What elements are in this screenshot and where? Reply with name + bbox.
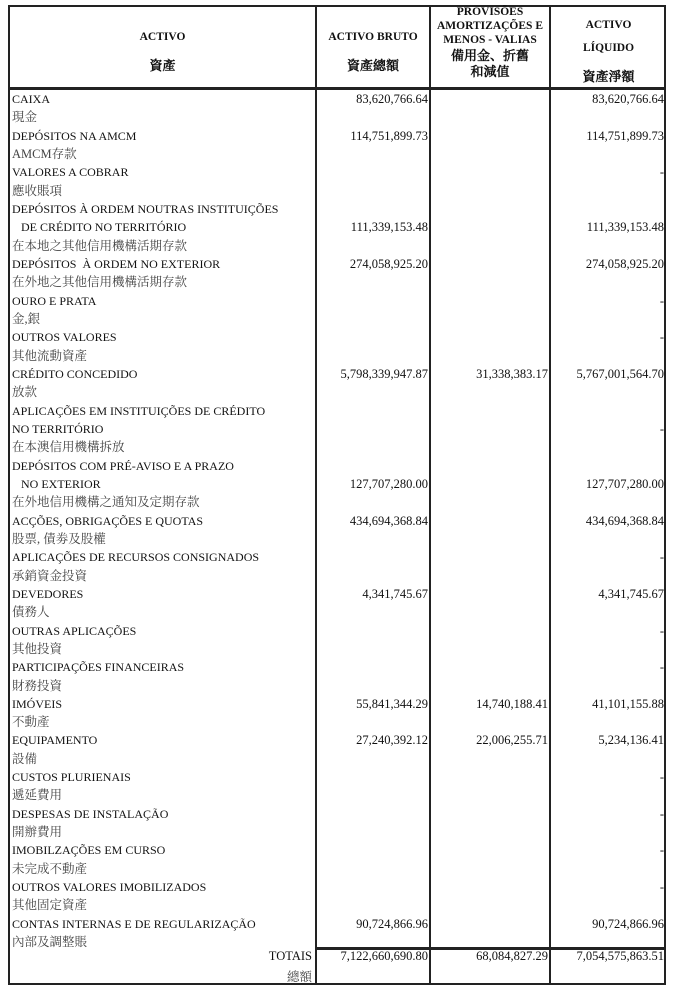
row-line	[10, 530, 664, 548]
row-line	[10, 512, 664, 530]
totals-bruto: 7,122,660,690.80	[340, 949, 428, 963]
table-body	[10, 90, 664, 951]
value-liquido: -	[659, 843, 664, 858]
table-row	[10, 915, 664, 952]
item-label-zh: 不動產	[12, 715, 50, 730]
item-label-pt: APLICAÇÕES EM INSTITUIÇÕES DE CRÉDITO	[12, 403, 266, 418]
value-bruto: 90,724,866.96	[356, 916, 428, 931]
value-liquido: -	[659, 806, 664, 821]
value-provisoes: 22,006,255.71	[476, 733, 548, 748]
value-provisoes: 31,338,383.17	[476, 366, 548, 381]
table-row	[10, 878, 664, 915]
table-row	[10, 328, 664, 365]
value-liquido: -	[659, 421, 664, 436]
row-line	[10, 200, 664, 218]
value-bruto: 83,620,766.64	[356, 92, 428, 106]
item-label-pt: IMOBILZAÇÕES EM CURSO	[12, 843, 166, 858]
row-line	[10, 493, 664, 511]
row-line	[10, 695, 664, 713]
header-provisoes	[431, 5, 549, 89]
table-row	[10, 512, 664, 549]
row-line	[10, 402, 664, 420]
row-line	[10, 182, 664, 200]
item-label-zh: AMCM存款	[12, 146, 77, 161]
value-liquido: -	[659, 165, 664, 180]
table-row	[10, 200, 664, 255]
row-line	[10, 548, 664, 566]
header-activo	[10, 5, 315, 89]
row-line	[10, 823, 664, 841]
table-row	[10, 731, 664, 768]
row-line	[10, 731, 664, 749]
item-label-zh: 開辦費用	[12, 825, 63, 840]
row-line	[10, 292, 664, 310]
value-liquido: -	[659, 293, 664, 308]
table-row	[10, 292, 664, 329]
row-line	[10, 145, 664, 163]
item-label-pt: DEPÓSITOS NA AMCM	[12, 128, 137, 143]
item-label-zh: 債務人	[12, 605, 50, 620]
item-label-pt: CAIXA	[12, 92, 50, 106]
item-label-pt: NO TERRITÓRIO	[12, 421, 104, 436]
item-label-zh: 在外地之其他信用機構活期存款	[12, 275, 188, 290]
item-label-zh: 遞延費用	[12, 788, 63, 803]
totals-provisoes: 68,084,827.29	[476, 949, 548, 963]
row-line	[10, 127, 664, 145]
table-row	[10, 768, 664, 805]
header-label-zh: 資產總額	[346, 57, 399, 73]
table-row	[10, 255, 664, 292]
table-row	[10, 585, 664, 622]
row-line	[10, 457, 664, 475]
item-label-zh: 現金	[12, 110, 38, 125]
item-label-zh: 放款	[12, 385, 38, 400]
item-label-pt: PARTICIPAÇÕES FINANCEIRAS	[12, 660, 185, 675]
row-line	[10, 860, 664, 878]
row-line	[10, 878, 664, 896]
table-row	[10, 695, 664, 732]
item-label-pt: APLICAÇÕES DE RECURSOS CONSIGNADOS	[12, 550, 260, 565]
value-liquido: 41,101,155.88	[592, 696, 664, 711]
value-liquido: -	[659, 660, 664, 675]
row-line	[10, 438, 664, 456]
table-row	[10, 365, 664, 402]
table-row	[10, 658, 664, 695]
item-label-pt: CONTAS INTERNAS E DE REGULARIZAÇÃO	[12, 916, 256, 931]
item-label-pt: DEPÓSITOS À ORDEM NO EXTERIOR	[12, 256, 221, 271]
item-label-pt: NO EXTERIOR	[12, 476, 101, 491]
row-line	[10, 603, 664, 621]
item-label-pt: OUTROS VALORES	[12, 330, 117, 345]
row-line	[10, 328, 664, 346]
totals-label-zh: 總額	[286, 970, 312, 984]
row-line	[10, 163, 664, 181]
header-activo-liquido	[551, 5, 666, 89]
header-label-pt: ACTIVO BRUTO	[328, 30, 418, 43]
item-label-zh: 設備	[12, 751, 38, 766]
value-bruto: 4,341,745.67	[362, 586, 428, 601]
item-label-zh: 其他投資	[12, 641, 63, 656]
item-label-pt: CRÉDITO CONCEDIDO	[12, 366, 138, 381]
table-row	[10, 622, 664, 659]
value-bruto: 27,240,392.12	[356, 733, 428, 748]
row-line	[10, 567, 664, 585]
value-bruto: 274,058,925.20	[349, 256, 428, 271]
row-line	[10, 805, 664, 823]
header-label-zh: 資產	[149, 57, 176, 73]
item-label-pt: OUTRAS APLICAÇÕES	[12, 623, 137, 638]
row-line	[10, 896, 664, 914]
item-label-zh: 股票, 債劵及股權	[12, 531, 106, 546]
value-liquido: 114,751,899.73	[586, 128, 664, 143]
item-label-pt: DESPESAS DE INSTALAÇÃO	[12, 806, 169, 821]
item-label-pt: EQUIPAMENTO	[12, 733, 98, 748]
row-line	[10, 237, 664, 255]
value-liquido: 90,724,866.96	[592, 916, 664, 931]
header-label-zh: 資產淨額	[582, 68, 635, 84]
item-label-zh: 承銷資金投資	[12, 568, 88, 583]
item-label-pt: CUSTOS PLURIENAIS	[12, 770, 131, 785]
totals-label-pt: TOTAIS	[268, 949, 312, 963]
value-liquido: -	[659, 550, 664, 565]
value-bruto: 114,751,899.73	[350, 128, 428, 143]
row-line	[10, 108, 664, 126]
row-line	[10, 677, 664, 695]
header-label-zh: 備用金、折舊和減值	[450, 48, 529, 79]
value-liquido: -	[659, 330, 664, 345]
table-row	[10, 127, 664, 164]
item-label-zh: 其他固定資產	[12, 898, 88, 913]
row-line	[10, 347, 664, 365]
row-line	[10, 622, 664, 640]
value-liquido: -	[659, 623, 664, 638]
row-line	[10, 640, 664, 658]
table-row	[10, 841, 664, 878]
item-label-zh: 在外地信用機構之通知及定期存款	[12, 495, 200, 510]
row-line	[10, 841, 664, 859]
item-label-pt: DEPÓSITOS À ORDEM NOUTRAS INSTITUIÇÕES	[12, 201, 279, 216]
row-line	[10, 273, 664, 291]
value-liquido: 4,341,745.67	[598, 586, 664, 601]
value-bruto: 55,841,344.29	[356, 696, 428, 711]
header-label-pt: PROVISÕES AMORTIZAÇÕES E MENOS - VALIAS	[437, 6, 543, 46]
item-label-pt: OUTROS VALORES IMOBILIZADOS	[12, 880, 207, 895]
row-line	[10, 585, 664, 603]
row-line	[10, 365, 664, 383]
table-row	[10, 457, 664, 512]
value-liquido: -	[659, 770, 664, 785]
row-line	[10, 475, 664, 493]
row-line	[10, 768, 664, 786]
item-label-zh: 應收賬項	[12, 183, 63, 198]
row-line	[10, 255, 664, 273]
item-label-pt: ACÇÕES, OBRIGAÇÕES E QUOTAS	[12, 513, 204, 528]
item-label-pt: IMÓVEIS	[12, 696, 62, 711]
value-bruto: 434,694,368.84	[349, 513, 428, 528]
header-activo-bruto	[317, 5, 429, 89]
value-liquido: 127,707,280.00	[585, 476, 664, 491]
row-line	[10, 658, 664, 676]
value-liquido: -	[659, 880, 664, 895]
value-liquido: 5,767,001,564.70	[576, 366, 664, 381]
value-liquido: 111,339,153.48	[586, 220, 664, 235]
value-liquido: 274,058,925.20	[585, 256, 664, 271]
item-label-zh: 財務投資	[12, 678, 63, 693]
row-line	[10, 90, 664, 108]
value-liquido: 83,620,766.64	[592, 92, 664, 106]
table-row	[10, 805, 664, 842]
row-line	[10, 383, 664, 401]
value-provisoes: 14,740,188.41	[476, 696, 548, 711]
value-bruto: 5,798,339,947.87	[340, 366, 428, 381]
row-line	[10, 750, 664, 768]
value-bruto: 127,707,280.00	[349, 476, 428, 491]
row-line	[10, 310, 664, 328]
value-bruto: 111,339,153.48	[350, 220, 428, 235]
item-label-pt: DEVEDORES	[12, 586, 84, 601]
row-line	[10, 420, 664, 438]
row-line	[10, 786, 664, 804]
item-label-zh: 在本地之其他信用機構活期存款	[12, 238, 188, 253]
table-row	[10, 163, 664, 200]
totals-liquido: 7,054,575,863.51	[576, 949, 664, 963]
table-row	[10, 548, 664, 585]
item-label-zh: 內部及調整賬	[12, 935, 88, 950]
header-label-pt: ACTIVO LÍQUIDO	[582, 18, 635, 54]
item-label-zh: 其他流動資產	[12, 348, 88, 363]
row-line	[10, 218, 664, 236]
item-label-pt: VALORES A COBRAR	[12, 165, 129, 180]
header-label-pt: ACTIVO	[139, 30, 186, 43]
row-line	[10, 713, 664, 731]
row-line	[10, 915, 664, 933]
table-row	[10, 90, 664, 127]
value-liquido: 434,694,368.84	[585, 513, 664, 528]
item-label-pt: OURO E PRATA	[12, 293, 97, 308]
table-row	[10, 402, 664, 457]
value-liquido: 5,234,136.41	[598, 733, 664, 748]
item-label-pt: DEPÓSITOS COM PRÉ-AVISO E A PRAZO	[12, 458, 234, 473]
item-label-zh: 未完成不動產	[12, 861, 88, 876]
item-label-pt: DE CRÉDITO NO TERRITÓRIO	[12, 220, 187, 235]
item-label-zh: 在本澳信用機構拆放	[12, 440, 125, 455]
item-label-zh: 金,銀	[12, 311, 41, 326]
